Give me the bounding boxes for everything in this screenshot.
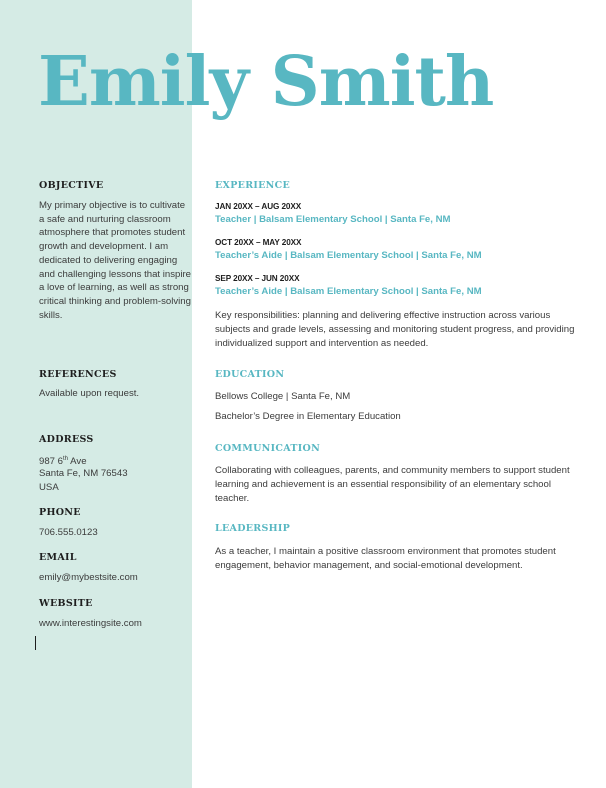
job-title[interactable]: Teacher’s Aide | Balsam Elementary School | Santa Fe, NM <box>215 250 482 261</box>
references-text[interactable]: Available upon request. <box>39 388 140 399</box>
email-value[interactable]: emily@mybestsite.com <box>39 572 138 583</box>
address-street-rest: Ave <box>68 456 87 468</box>
job-title[interactable]: Teacher | Balsam Elementary School | Santa Fe, NM <box>215 214 451 225</box>
address-street-suffix: th <box>63 456 69 462</box>
references-heading[interactable]: REFERENCES <box>39 369 117 380</box>
leadership-heading[interactable]: LEADERSHIP <box>215 523 291 534</box>
communication-text[interactable]: Collaborating with colleagues, parents, and community members to support student learning and achievement is an essential responsibility of an elementary school teacher. <box>215 465 570 504</box>
education-degree[interactable]: Bachelor’s Degree in Elementary Education <box>215 411 401 422</box>
job-dates[interactable]: SEP 20XX – JUN 20XX <box>215 274 300 283</box>
address-country[interactable]: USA <box>39 482 59 493</box>
website-value[interactable]: www.interestingsite.com <box>39 618 142 629</box>
address-heading[interactable]: ADDRESS <box>39 434 94 445</box>
objective-text[interactable]: My primary objective is to cultivate a safe and nurturing classroom atmosphere that promotes student growth and development. I am dedicated to delivering engaging and challenging lessons that inspire a love of learning, as well as strong critical thinking and problem-solving skills. <box>39 200 192 321</box>
leadership-text[interactable]: As a teacher, I maintain a positive classroom environment that promotes student engagement, behavior management, and social-emotional development. <box>215 546 556 571</box>
job-dates[interactable]: OCT 20XX – MAY 20XX <box>215 238 302 247</box>
address-city[interactable]: Santa Fe, NM 76543 <box>39 468 128 479</box>
objective-heading[interactable]: OBJECTIVE <box>39 180 104 191</box>
experience-heading[interactable]: EXPERIENCE <box>215 180 291 191</box>
communication-heading[interactable]: COMMUNICATION <box>215 443 321 454</box>
candidate-name[interactable]: Emily Smith <box>38 42 494 122</box>
responsibilities-text[interactable]: Key responsibilities: planning and delivering effective instruction across various subjects and grade levels, assessing and monitoring student progress, and providing individualized support and intervention as needed. <box>215 310 575 349</box>
phone-heading[interactable]: PHONE <box>39 507 81 518</box>
address-street-number: 987 6 <box>39 456 64 468</box>
email-heading[interactable]: EMAIL <box>39 552 77 563</box>
education-school[interactable]: Bellows College | Santa Fe, NM <box>215 391 351 402</box>
text-cursor <box>35 636 36 650</box>
education-heading[interactable]: EDUCATION <box>215 369 285 380</box>
job-title[interactable]: Teacher’s Aide | Balsam Elementary School | Santa Fe, NM <box>215 286 482 297</box>
website-heading[interactable]: WEBSITE <box>39 598 93 609</box>
job-dates[interactable]: JAN 20XX – AUG 20XX <box>215 202 302 211</box>
phone-value[interactable]: 706.555.0123 <box>39 527 98 538</box>
